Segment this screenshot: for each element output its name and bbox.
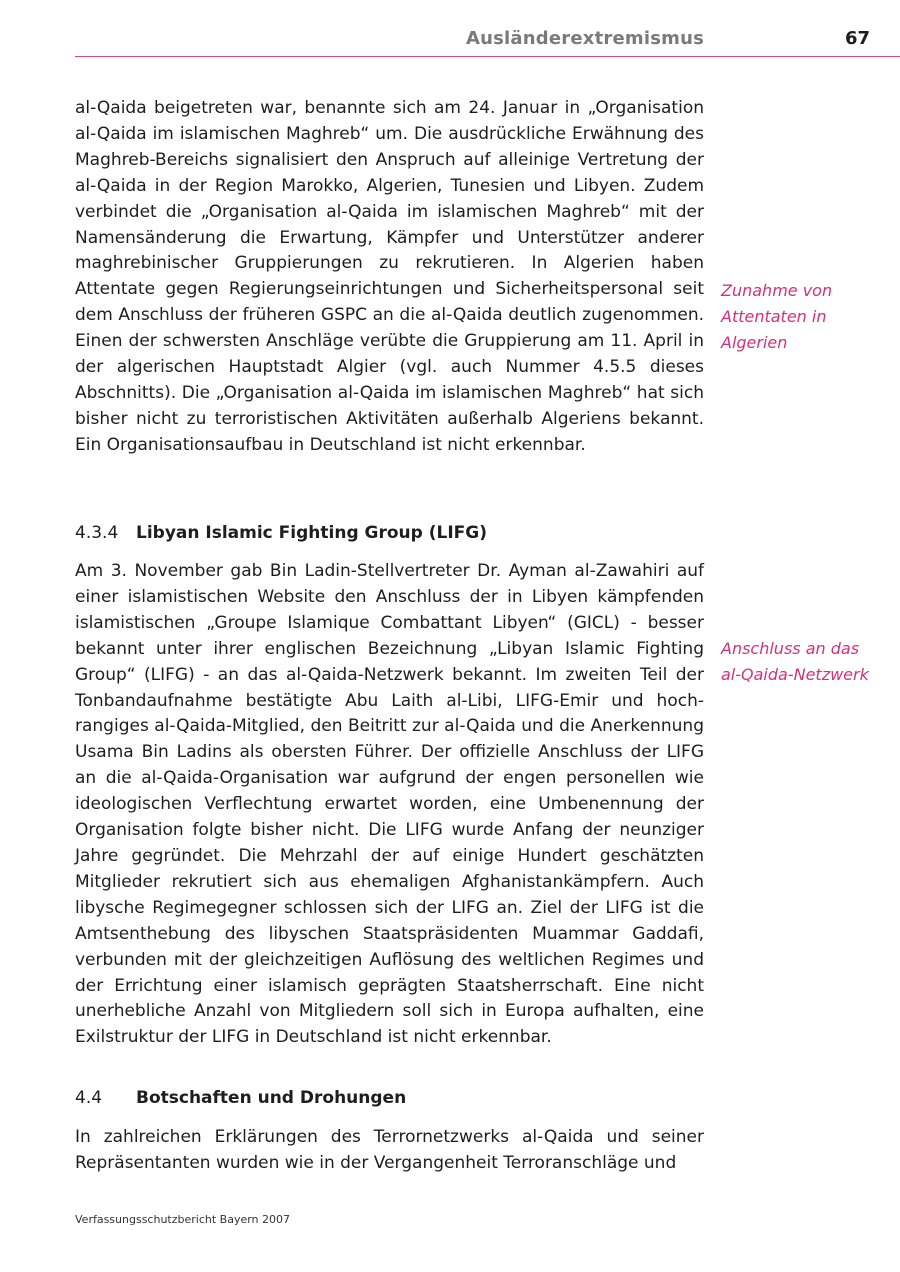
section-title: Botschaften und Drohungen [136, 1088, 407, 1108]
margin-note-line: Attentaten in [721, 306, 827, 326]
margin-note-line: Algerien [721, 332, 788, 352]
header-divider [75, 56, 900, 57]
paragraph-al-qaida-maghreb: al-Qaida beigetreten war, benannte sich am 24. Januar in „Organisation al-Qaida im islamischen Maghreb“ um. Die ausdrückliche Erwähnung des Maghreb-Bereichs signalisiert den Anspruch auf alleinige Vertretung der al-Qaida in der Region Marokko, Algerien, Tunesien und Libyen. Zudem verbindet die „Organisation al-Qaida im islamischen Maghreb“ mit der Namensänderung die Erwartung, Kämpfer und Unterstützer anderer maghrebinischer Gruppierungen zu rekrutieren. In Algerien haben Attentate gegen Regierungseinrichtungen und Sicherheitspersonal seit dem Anschluss der früheren GSPC an die al-Qaida deutlich zugenommen. Einen der schwersten Anschläge verübte die Gruppierung am 11. April in der algerischen Hauptstadt Algier (vgl. auch Nummer 4.5.5 dieses Abschnitts). Die „Organisation al-Qaida im islamischen Maghreb“ hat sich bisher nicht zu terroristischen Aktivitäten außerhalb Algeriens bekannt. Ein Organisationsaufbau in Deutschland ist nicht erkennbar. [75, 98, 704, 455]
paragraph-botschaften: In zahlreichen Erklärungen des Terrornetzwerks al-Qaida und seiner Repräsentanten wurden wie in der Vergangenheit Terroranschläge und [75, 1127, 704, 1173]
margin-note-line: Zunahme von [721, 281, 833, 300]
section-number: 4.3.4 [75, 523, 119, 543]
margin-note-anschluss [721, 636, 891, 688]
section-heading-lifg [75, 521, 487, 545]
page-number: 67 [845, 28, 871, 49]
margin-note-line: al-Qaida-Netzwerk [721, 664, 869, 684]
margin-note-attentate [721, 278, 891, 356]
paragraph-lifg: Am 3. November gab Bin Ladin-Stellvertreter Dr. Ayman al-Zawahiri auf einer islamistischen Website den Anschluss der in Libyen kämpfenden islamistischen „Groupe Islamique Combattant Libyen“ (GICL) - besser bekannt unter ihrer englischen Bezeichnung „Libyan Islamic Fighting Group“ (LIFG) - an das al-Qaida-Netzwerk bekannt. Im zweiten Teil der Tonbandaufnahme bestätigte Abu Laith al-Libi, LIFG-Emir und hochrangiges al-Qaida-Mitglied, den Beitritt zur al-Qaida und die Anerkennung Usama Bin Ladins als obersten Führer. Der offizielle Anschluss der LIFG an die al-Qaida-Organisation war aufgrund der engen personellen wie ideologischen Verflechtung erwartet worden, eine Umbenennung der Organisation folgte bisher nicht. Die LIFG wurde Anfang der neunziger Jahre gegründet. Die Mehrzahl der auf einige Hundert geschätzten Mitglieder rekrutiert sich aus ehemaligen Afghanistankämpfern. Auch libysche Regimegegner schlossen sich der LIFG an. Ziel der LIFG ist die Amtsenthebung des libyschen Staatspräsidenten Muammar Gaddafi, verbunden mit der gleichzeitigen Auflösung des weltlichen Regimes und der Errichtung einer islamisch geprägten Staatsherrschaft. Eine nicht unerhebliche Anzahl von Mitgliedern soll sich in Europa aufhalten, eine Exilstruktur der LIFG in Deutschland ist nicht erkennbar. [75, 561, 704, 1048]
running-header-title: Ausländerextremismus [466, 28, 704, 49]
section-heading-botschaften [75, 1086, 406, 1110]
page-footer: Verfassungsschutzbericht Bayern 2007 [75, 1213, 291, 1226]
margin-note-line: Anschluss an das [721, 639, 860, 658]
section-number: 4.4 [75, 1088, 103, 1108]
section-title: Libyan Islamic Fighting Group (LIFG) [136, 523, 488, 543]
